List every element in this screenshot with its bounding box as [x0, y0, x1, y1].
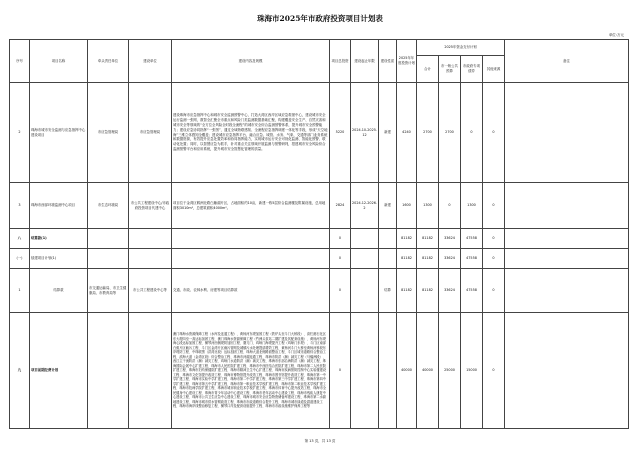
cell-special: 1300 — [461, 183, 483, 229]
cell-seq: 3 — [10, 183, 30, 229]
cell-total: 5220 — [330, 83, 351, 183]
cell-general: 33624 — [439, 249, 461, 269]
cell-nature: 新建 — [379, 183, 397, 229]
header-nature: 建设性质 — [379, 40, 397, 83]
cell-year-plan: 81182 — [397, 249, 417, 269]
header-other: 其他来源 — [483, 56, 505, 83]
cell-resp: 市应急管理局 — [88, 83, 129, 183]
cell-name: 珠海市西部环境监测中心项目 — [30, 183, 88, 229]
header-seq: 序号 — [10, 40, 30, 83]
table-row — [10, 83, 629, 183]
cell-period: 2024.12-2026.2 — [351, 183, 379, 229]
cell-resp: 市生态环境局 — [88, 183, 129, 229]
cell-special: 15000 — [461, 313, 483, 429]
cell-content: 澳门珠海水资源保障工程（水库及连通工程）、黄杨河东堤加固工程（铁炉头至斗门大桥段）、高栏港石化区东大堤四至一高达标加固工程、澳门珠海水资源保障工程（竹洲头泵站二期扩建及其配套设施）、黄杨河东堤海心段达标加固工程、横琴河西侧堤防加固工程、磨刀门、鸡啼门海堤提升工程（鸡啼门东堤）、斗门区南部白蕉片区截污工程、斗门区金湾片区截污管网及城镇污水处理提质增效工程、黄杨河斗门大桥至黄杨河桥段东岸堤防工程、中珠联围（洪湾北段）达标加固工程、珠海大道北侧路面整治工程、斗门区城市道路综合整治工程、滨海大道（金湾区段）综合整治工程、珠海市河湖连通工程、珠海市防洪（潮）减灾工程（马骝洲段）、西江主干流防洪（潮）减灾工程、鸡啼门水道防洪（潮）减灾工程、珠海市东部沿海防洪（潮）减灾工程、珠海国际会展中心扩建工程、珠海市人民医院扩建工程、珠海市中西医结合医院扩建工程、珠海市第二人民医院扩建工程、珠海市妇幼保健院扩建工程、珠海市精神卫生中心扩建工程、珠海市疾病预防控制中心实验楼建设工程、珠海市文化馆提升改造工程、珠海市博物馆提升改造工程、珠海市图书馆提升改造工程、珠海市第一中学扩建工程、珠海市实验中学扩建工程、珠海市第二中学扩建工程、珠海市第三中学扩建工程、珠海市第四中学扩建工程、珠海市第五中学扩建工程、珠海市第一职业技术学校扩建工程、珠海市第二职业技术学校扩建工程、珠海市技师学院扩建工程、珠海市城市职业技术学校扩建工程、珠海市体育中心提升改造工程、珠海市全民健身中心建设工程、珠海市青少年活动中心建设工程、珠海市老年活动中心建设工程、珠海市残疾人康复中心建设工程、珠海市公共卫生应急中心建设工程、珠海市城市安全应急物资储备库建设工程、珠海市第二水源地建设工程、珠海市城市供水管网改造工程、珠海市市政道路综合提升工程、珠海市城市绿道及碧道建设工程、珠海市海岸线整治修复工程、横琴口岸及配套设施提升工程、珠海市市政设施维护保养工程等 — [172, 313, 330, 429]
table-row-subsection — [10, 249, 629, 269]
cell-nature: 新建 — [379, 83, 397, 183]
cell-name: 珠海市城市安全监测与应急指挥中心建设项目 — [30, 83, 88, 183]
cell-sum: 1300 — [417, 183, 439, 229]
cell-builder: 市公共工程建设中心等 — [129, 269, 172, 313]
table-row-section — [10, 313, 629, 429]
header-special: 市政府专项债券 — [461, 56, 483, 83]
cell-remark — [505, 83, 629, 183]
cell-other: 0 — [483, 183, 505, 229]
cell-general: 2700 — [439, 83, 461, 183]
cell-period: 2024.10-2025.12 — [351, 83, 379, 183]
cell-sum: 81182 — [417, 229, 439, 249]
header-content: 建设内容及规模 — [172, 40, 330, 83]
page-title: 珠海市2025年市政府投资项目计划表 — [257, 14, 383, 23]
cell-seq: 2 — [10, 83, 30, 183]
table-row — [10, 269, 629, 313]
header-resp: 牵头责任单位 — [88, 40, 129, 83]
table-row — [10, 183, 629, 229]
cell-general: 25000 — [439, 313, 461, 429]
cell-builder: 市应急管理局 — [129, 83, 172, 183]
cell-name: 续建项目计划(1) — [30, 249, 88, 269]
page-footer: 第 13 页，共 13 页 — [304, 439, 336, 443]
header-year-plan: 2025年年度投资计划 — [397, 40, 417, 83]
cell-sum: 2700 — [417, 83, 439, 183]
header-row — [10, 40, 629, 56]
cell-other: 0 — [483, 313, 505, 429]
cell-general: 0 — [439, 183, 461, 229]
cell-seq: (一) — [10, 249, 30, 269]
cell-resp: 市交通运输局、市卫生健康局、市教育局等 — [88, 269, 129, 313]
header-fund-group: 2025年资金支付计划 — [417, 40, 505, 56]
cell-other: 0 — [483, 269, 505, 313]
cell-special: 47558 — [461, 229, 483, 249]
cell-general: 33624 — [439, 229, 461, 249]
cell-content: 项目位于金湾区鹤洲北路白藤湖片区，占地面积约10亩，新建一栋5层综合监测楼及附属设施，总用地面积3010m²，总建筑面积4000m²。 — [172, 183, 330, 229]
cell-name: 结算款 — [30, 269, 88, 313]
header-total: 项目总投资 — [330, 40, 351, 83]
cell-remark — [505, 183, 629, 229]
header-remark: 备注 — [505, 40, 629, 83]
cell-seq: 1 — [10, 269, 30, 313]
cell-seq: 九 — [10, 313, 30, 429]
cell-year-plan: 81182 — [397, 229, 417, 249]
cell-total: 2824 — [330, 183, 351, 229]
cell-content: 建设珠海市应急指挥中心和城市安全监测预警中心，打造大湾区西岸区域应急救援中心，建设城市安全运行监测一张网，数智全汇聚全市重点和风险门类监测数据基础汇聚，构建覆盖安全生产、自然灾害和城市安全等领域的“全方位全风险全时段全流程”的城市安全综合监测预警体系，提升城市安全预警能力；建设应急协同指挥“一张图”，通过全域物联感知、全流程应急指挥调度一体化等手段，形成“天空地海”三维立体感知全覆盖；建设城市应急指挥平台，融合应急、城管、水务、气象、交通等部门业务系统和数据资源，有效提升应急处置效率和协同指挥能力，实现城市运行安全可视化监测、智能化预警、联动化处置；同时，以智慧应急为抓手，针对重点关注领域开展监测与预警研判，搭建城市安全风险综合监测预警平台和应用系统，提升城市安全智慧化管理的质量。 — [172, 83, 330, 183]
cell-total: 0 — [330, 229, 351, 249]
cell-nature: 结算 — [379, 269, 397, 313]
cell-general: 33624 — [439, 269, 461, 313]
cell-total: 0 — [330, 313, 351, 429]
header-period: 建设起止年限 — [351, 40, 379, 83]
cell-other: 0 — [483, 229, 505, 249]
cell-sum: 40000 — [417, 313, 439, 429]
cell-year-plan: 1600 — [397, 183, 417, 229]
cell-other: 0 — [483, 249, 505, 269]
cell-content: 交通、市政、农林水利、房建等项目结算款 — [172, 269, 330, 313]
cell-total: 0 — [330, 249, 351, 269]
cell-sum: 81182 — [417, 269, 439, 313]
cell-name: 结算款(1) — [30, 229, 88, 249]
cell-other: 0 — [483, 83, 505, 183]
unit-label: 单位:万元 — [608, 33, 624, 37]
cell-year-plan: 81182 — [397, 269, 417, 313]
cell-special: 47558 — [461, 249, 483, 269]
project-plan-table — [9, 39, 629, 429]
cell-year-plan: 40000 — [397, 313, 417, 429]
header-sum: 合计 — [417, 56, 439, 83]
table-row-section — [10, 229, 629, 249]
header-name: 项目名称 — [30, 40, 88, 83]
cell-name: 项目前期经费计划 — [30, 313, 88, 429]
cell-special: 0 — [461, 83, 483, 183]
cell-year-plan: 4240 — [397, 83, 417, 183]
cell-seq: 八 — [10, 229, 30, 249]
cell-sum: 81182 — [417, 249, 439, 269]
cell-total: 0 — [330, 269, 351, 313]
header-builder: 建设单位 — [129, 40, 172, 83]
cell-builder: 市公共工程建设中心/市政府投资项目代建中心 — [129, 183, 172, 229]
cell-special: 47558 — [461, 269, 483, 313]
header-general: 市一般公共预算 — [439, 56, 461, 83]
